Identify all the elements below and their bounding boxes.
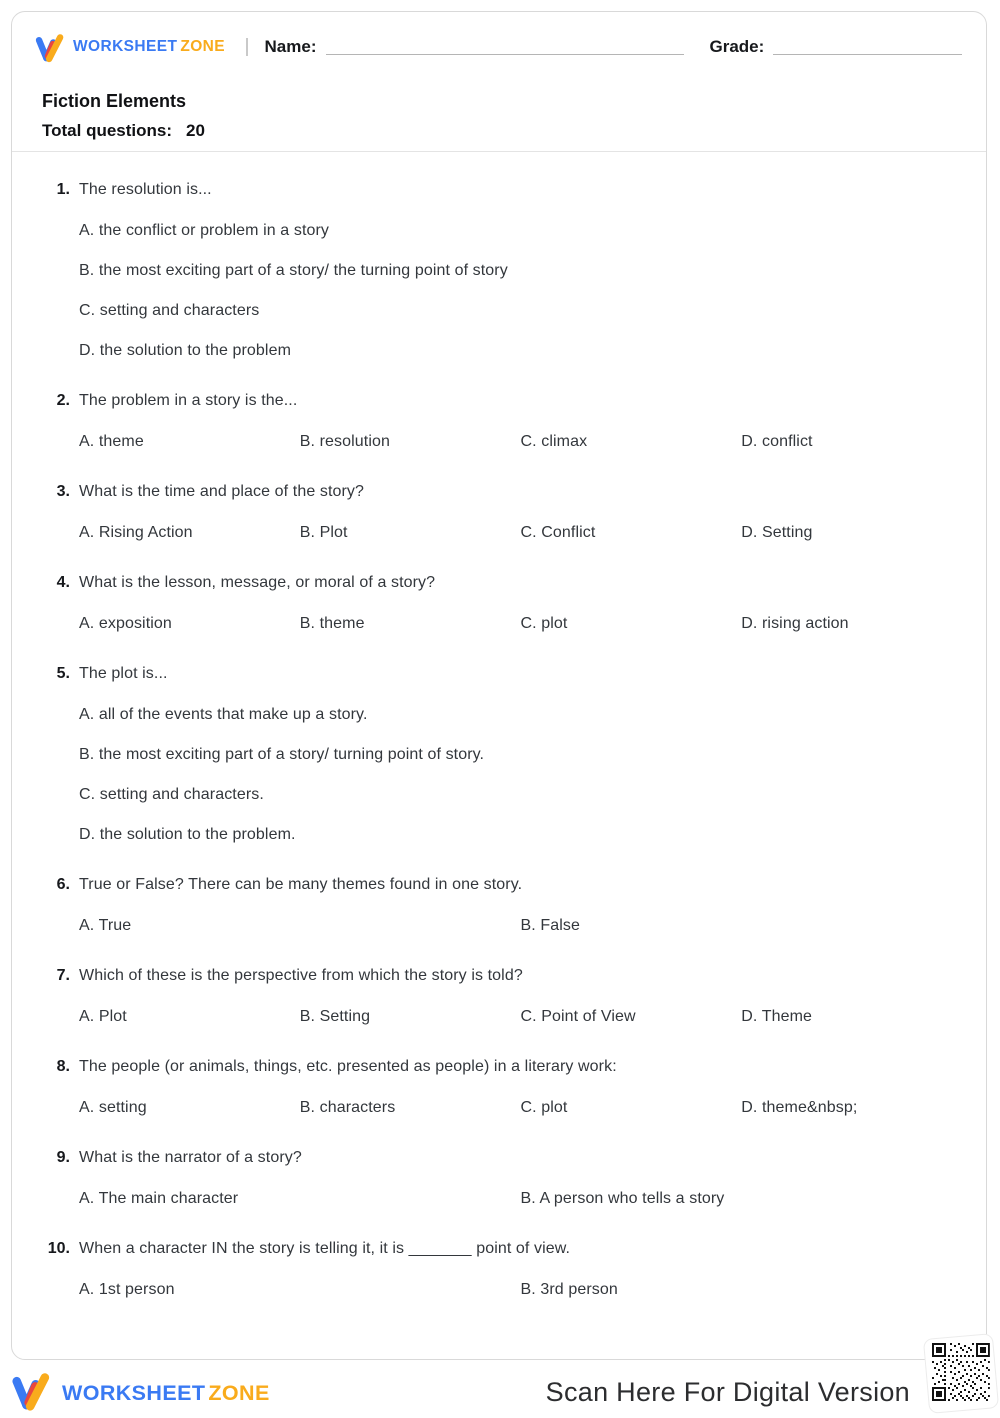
question-text: The problem in a story is the... xyxy=(79,392,298,409)
answer-options xyxy=(79,1189,962,1209)
header-divider xyxy=(246,38,248,56)
option-b: B. A person who tells a story xyxy=(520,1190,725,1207)
qr-code xyxy=(924,1334,998,1413)
name-blank-line xyxy=(326,39,684,55)
option-b: B. characters xyxy=(299,1099,396,1116)
answer-options xyxy=(79,1007,962,1027)
option-b: B. resolution xyxy=(299,433,390,450)
question-number: 6. xyxy=(56,876,70,893)
question-text: What is the time and place of the story? xyxy=(79,483,365,500)
question-number: 10. xyxy=(47,1240,70,1257)
brand-logo xyxy=(34,31,225,64)
question-1 xyxy=(42,180,962,361)
answer-options xyxy=(79,614,962,634)
question-text: When a character IN the story is telling it, it is _______ point of view. xyxy=(79,1240,571,1257)
option-c: C. plot xyxy=(520,615,568,632)
answer-options xyxy=(79,221,962,361)
option-a: A. The main character xyxy=(79,1190,239,1207)
question-number: 8. xyxy=(56,1058,70,1075)
option-c: C. setting and characters. xyxy=(79,786,264,803)
worksheet-page xyxy=(11,11,987,1360)
question-text: What is the lesson, message, or moral of a story? xyxy=(79,574,436,591)
question-number: 9. xyxy=(56,1149,70,1166)
option-d: D. Theme xyxy=(741,1008,813,1025)
option-d: D. rising action xyxy=(741,615,849,632)
question-6 xyxy=(42,875,962,936)
question-number: 2. xyxy=(56,392,70,409)
grade-label: Grade: xyxy=(709,37,765,56)
worksheetzone-logo-icon xyxy=(10,1369,54,1418)
option-a: A. True xyxy=(79,917,132,934)
option-a: A. 1st person xyxy=(79,1281,175,1298)
question-text: Which of these is the perspective from which the story is told? xyxy=(79,967,523,984)
answer-options xyxy=(79,916,962,936)
question-9 xyxy=(42,1148,962,1209)
question-number: 5. xyxy=(56,665,70,682)
question-10 xyxy=(42,1239,962,1300)
option-a: A. all of the events that make up a story. xyxy=(79,706,368,723)
total-questions xyxy=(42,121,205,141)
question-number: 7. xyxy=(56,967,70,984)
question-list xyxy=(42,180,962,1330)
option-a: A. Plot xyxy=(79,1008,127,1025)
question-5 xyxy=(42,664,962,845)
option-b: B. Plot xyxy=(299,524,348,541)
option-c: C. Point of View xyxy=(520,1008,636,1025)
option-b: B. the most exciting part of a story/ the turning point of story xyxy=(79,262,508,279)
question-text: The resolution is... xyxy=(79,181,212,198)
option-c: C. climax xyxy=(520,433,588,450)
option-b: B. Setting xyxy=(299,1008,371,1025)
option-c: C. Conflict xyxy=(520,524,596,541)
worksheetzone-logo-icon xyxy=(34,31,67,64)
question-number: 4. xyxy=(56,574,70,591)
option-c: C. setting and characters xyxy=(79,302,260,319)
question-text: The plot is... xyxy=(79,665,168,682)
option-a: A. the conflict or problem in a story xyxy=(79,222,330,239)
total-questions-label: Total questions: xyxy=(42,121,173,140)
option-b: B. False xyxy=(520,917,580,934)
option-d: D. theme&nbsp; xyxy=(741,1099,858,1116)
option-a: A. exposition xyxy=(79,615,172,632)
option-d: D. Setting xyxy=(741,524,813,541)
question-2 xyxy=(42,391,962,452)
brand-name: WORKSHEET ZONE xyxy=(73,38,226,55)
worksheet-title: Fiction Elements xyxy=(42,91,187,111)
question-number: 1. xyxy=(56,181,70,198)
answer-options xyxy=(79,523,962,543)
grade-blank-line xyxy=(773,39,962,55)
option-d: D. the solution to the problem. xyxy=(79,826,296,843)
name-label: Name: xyxy=(264,37,317,56)
answer-options xyxy=(79,705,962,845)
question-3 xyxy=(42,482,962,543)
scan-here-text: Scan Here For Digital Version xyxy=(545,1377,910,1407)
question-text: What is the narrator of a story? xyxy=(79,1149,302,1166)
option-c: C. plot xyxy=(520,1099,568,1116)
option-d: D. the solution to the problem xyxy=(79,342,292,359)
question-7 xyxy=(42,966,962,1027)
header xyxy=(34,29,962,65)
option-a: A. Rising Action xyxy=(79,524,193,541)
option-b: B. the most exciting part of a story/ turning point of story. xyxy=(79,746,485,763)
total-questions-value: 20 xyxy=(186,121,205,140)
option-a: A. theme xyxy=(79,433,144,450)
question-text: True or False? There can be many themes found in one story. xyxy=(79,876,523,893)
brand-name: WORKSHEET ZONE xyxy=(62,1380,270,1405)
option-d: D. conflict xyxy=(741,433,813,450)
question-text: The people (or animals, things, etc. presented as people) in a literary work: xyxy=(79,1058,617,1075)
option-a: A. setting xyxy=(79,1099,147,1116)
option-b: B. 3rd person xyxy=(520,1281,618,1298)
question-8 xyxy=(42,1057,962,1118)
footer xyxy=(10,1371,270,1415)
answer-options xyxy=(79,1098,962,1118)
option-b: B. theme xyxy=(299,615,365,632)
question-4 xyxy=(42,573,962,634)
answer-options xyxy=(79,1280,962,1300)
answer-options xyxy=(79,432,962,452)
header-rule xyxy=(12,151,986,152)
question-number: 3. xyxy=(56,483,70,500)
